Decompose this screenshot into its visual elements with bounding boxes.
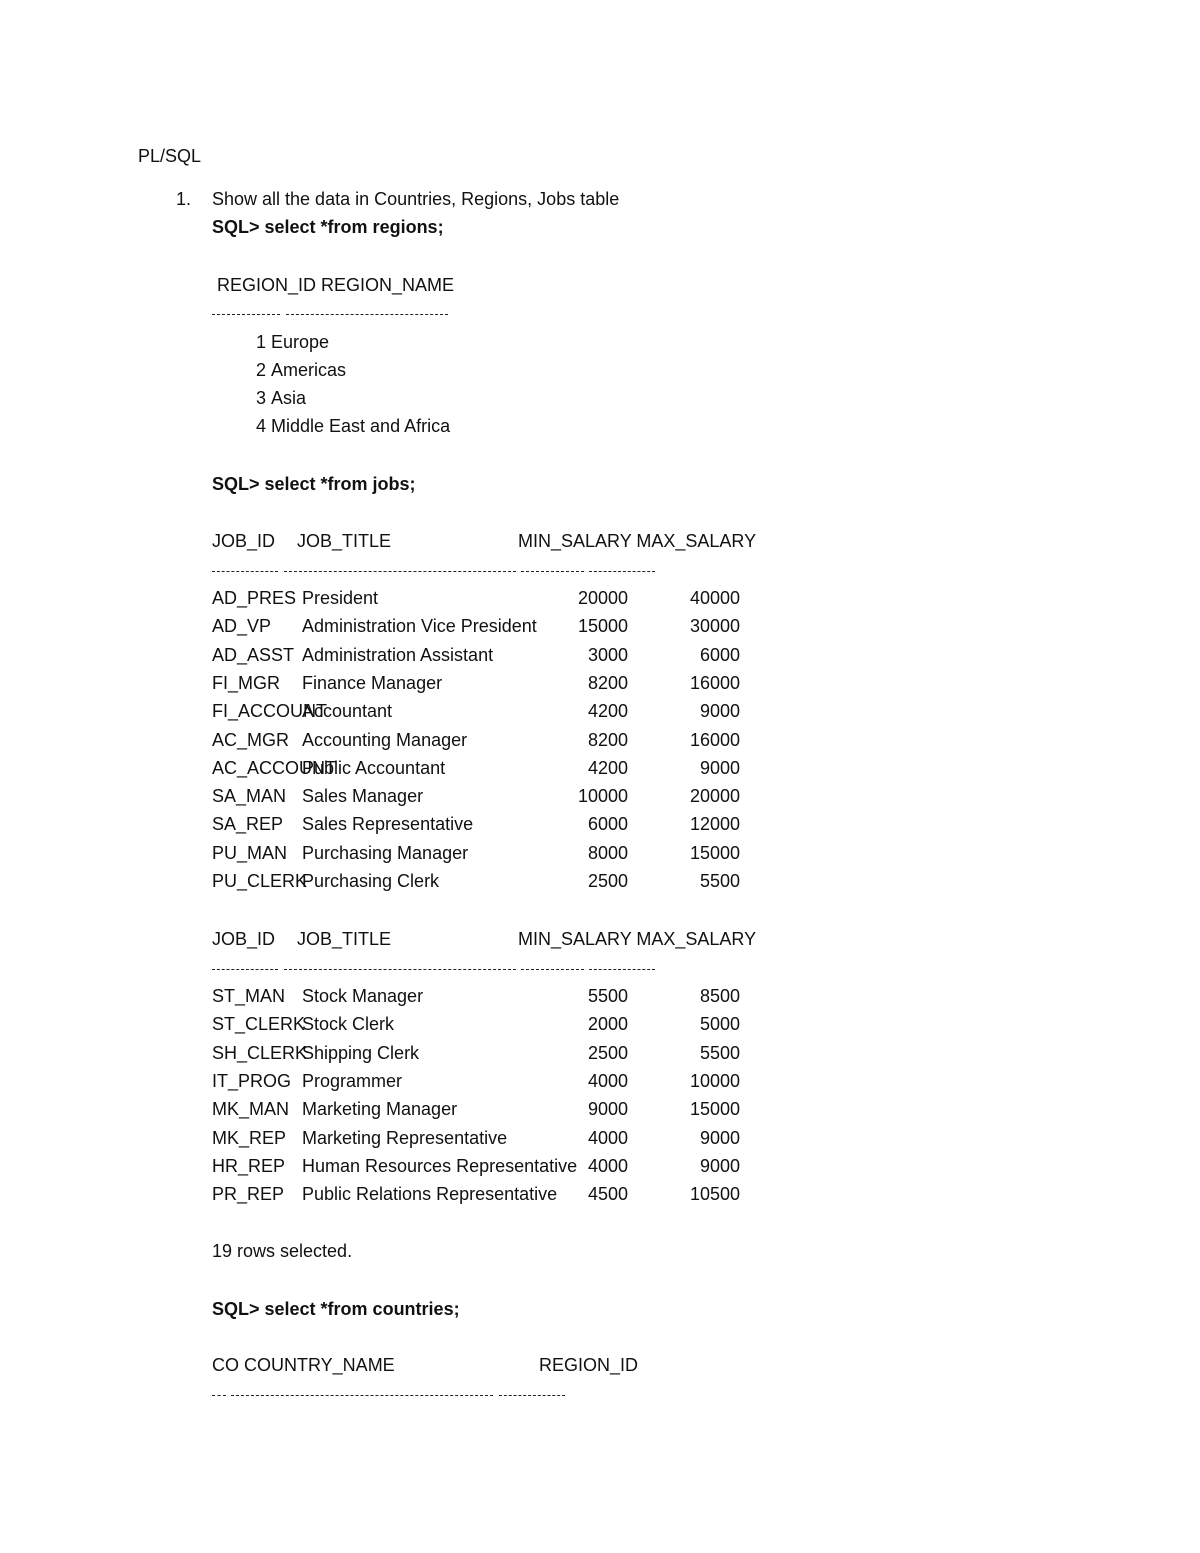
job-id-cell: AC_MGR <box>212 729 290 750</box>
jobs-divider-2d <box>589 969 655 970</box>
job-title-cell: Administration Assistant <box>302 644 494 665</box>
max-salary-cell: 5000 <box>699 1014 740 1035</box>
regions-command: SQL> select *from regions; <box>212 217 444 237</box>
min-salary-cell: 8200 <box>587 672 628 693</box>
max-salary-cell: 9000 <box>699 1127 740 1148</box>
job-title-cell: Purchasing Clerk <box>302 871 440 891</box>
job-title-cell: Programmer <box>302 1070 403 1091</box>
region-id-cell: 4 <box>256 416 267 436</box>
job-id-cell: FI_MGR <box>212 672 281 693</box>
job-id-cell: PU_CLERK <box>212 871 308 891</box>
jobs-divider-1b <box>284 571 516 572</box>
max-salary-cell: 9000 <box>699 1155 740 1176</box>
jobs-footer: 19 rows selected. <box>212 1241 353 1261</box>
min-salary-cell: 4000 <box>587 1127 628 1148</box>
job-title-cell: Shipping Clerk <box>302 1042 420 1063</box>
countries-header-region-id: REGION_ID <box>539 1355 639 1375</box>
min-salary-cell: 4200 <box>587 757 628 778</box>
job-id-cell: SA_REP <box>212 814 284 835</box>
job-title-cell: Accounting Manager <box>302 729 468 750</box>
min-salary-cell: 2500 <box>587 871 628 891</box>
max-salary-cell: 30000 <box>689 616 740 637</box>
job-id-cell: ST_MAN <box>212 986 286 1006</box>
job-id-cell: AD_VP <box>212 616 272 637</box>
max-salary-cell: 6000 <box>699 644 740 665</box>
regions-header: REGION_ID REGION_NAME <box>217 275 455 295</box>
jobs-header2-salaries: MIN_SALARY MAX_SALARY <box>518 929 757 949</box>
max-salary-cell: 8500 <box>699 986 740 1006</box>
jobs-header-job-title: JOB_TITLE <box>297 531 392 551</box>
min-salary-cell: 9000 <box>587 1099 628 1120</box>
max-salary-cell: 15000 <box>689 1099 740 1120</box>
min-salary-cell: 4000 <box>587 1070 628 1091</box>
region-name-cell: Asia <box>271 388 307 408</box>
max-salary-cell: 5500 <box>699 871 740 891</box>
job-id-cell: SA_MAN <box>212 786 287 807</box>
max-salary-cell: 12000 <box>689 814 740 835</box>
countries-command: SQL> select *from countries; <box>212 1299 460 1319</box>
jobs-header2-job-title: JOB_TITLE <box>297 929 392 949</box>
max-salary-cell: 16000 <box>689 729 740 750</box>
job-title-cell: Stock Clerk <box>302 1014 395 1035</box>
jobs-divider-1a <box>212 571 278 572</box>
job-title-cell: Accountant <box>302 701 393 722</box>
region-name-cell: Americas <box>271 360 347 380</box>
countries-divider-co <box>212 1395 226 1396</box>
countries-divider-region <box>499 1395 565 1396</box>
job-title-cell: Marketing Manager <box>302 1099 458 1120</box>
max-salary-cell: 9000 <box>699 701 740 722</box>
job-title-cell: Stock Manager <box>302 986 424 1006</box>
job-id-cell: MK_REP <box>212 1127 287 1148</box>
region-name-cell: Europe <box>271 332 330 352</box>
min-salary-cell: 5500 <box>587 986 628 1006</box>
jobs-header-job-id: JOB_ID <box>212 531 276 551</box>
job-id-cell: MK_MAN <box>212 1099 290 1120</box>
jobs-divider-1c <box>521 571 584 572</box>
jobs-header-salaries: MIN_SALARY MAX_SALARY <box>518 531 757 551</box>
job-title-cell: Human Resources Representative <box>302 1155 578 1176</box>
max-salary-cell: 5500 <box>699 1042 740 1063</box>
job-id-cell: SH_CLERK <box>212 1042 308 1063</box>
region-id-cell: 3 <box>256 388 267 408</box>
regions-divider-name <box>286 314 448 315</box>
jobs-divider-2b <box>284 969 516 970</box>
min-salary-cell: 6000 <box>587 814 628 835</box>
job-id-cell: AC_ACCOUNT <box>212 757 337 778</box>
max-salary-cell: 40000 <box>689 588 740 608</box>
job-title-cell: Finance Manager <box>302 672 443 693</box>
min-salary-cell: 4200 <box>587 701 628 722</box>
job-id-cell: FI_ACCOUNT <box>212 701 328 722</box>
min-salary-cell: 10000 <box>577 786 628 807</box>
region-id-cell: 2 <box>256 360 267 380</box>
countries-divider-name <box>231 1395 493 1396</box>
job-title-cell: Public Accountant <box>302 757 446 778</box>
jobs-divider-2a <box>212 969 278 970</box>
min-salary-cell: 15000 <box>577 616 628 637</box>
page-title: PL/SQL <box>138 146 202 166</box>
job-id-cell: AD_ASST <box>212 644 295 665</box>
min-salary-cell: 8000 <box>587 842 628 863</box>
job-title-cell: President <box>302 588 379 608</box>
job-title-cell: Purchasing Manager <box>302 842 469 863</box>
region-id-cell: 1 <box>256 332 267 352</box>
job-id-cell: AD_PRES <box>212 588 297 608</box>
max-salary-cell: 10000 <box>689 1070 740 1091</box>
countries-header-co: CO COUNTRY_NAME <box>212 1355 395 1375</box>
job-title-cell: Public Relations Representative <box>302 1184 558 1205</box>
max-salary-cell: 15000 <box>689 842 740 863</box>
job-id-cell: IT_PROG <box>212 1070 292 1091</box>
min-salary-cell: 3000 <box>587 644 628 665</box>
job-title-cell: Sales Representative <box>302 814 474 835</box>
max-salary-cell: 9000 <box>699 757 740 778</box>
job-id-cell: ST_CLERK <box>212 1014 306 1035</box>
min-salary-cell: 4000 <box>587 1155 628 1176</box>
job-title-cell: Sales Manager <box>302 786 424 807</box>
max-salary-cell: 10500 <box>689 1184 740 1205</box>
min-salary-cell: 2500 <box>587 1042 628 1063</box>
question-number: 1. <box>176 189 192 209</box>
min-salary-cell: 20000 <box>577 588 628 608</box>
min-salary-cell: 4500 <box>587 1184 628 1205</box>
jobs-header2-job-id: JOB_ID <box>212 929 276 949</box>
question-text: Show all the data in Countries, Regions, Jobs table <box>212 189 620 209</box>
jobs-command: SQL> select *from jobs; <box>212 474 416 494</box>
job-id-cell: HR_REP <box>212 1155 286 1176</box>
min-salary-cell: 8200 <box>587 729 628 750</box>
regions-divider-id <box>212 314 280 315</box>
region-name-cell: Middle East and Africa <box>271 416 451 436</box>
jobs-divider-1d <box>589 571 655 572</box>
job-title-cell: Marketing Representative <box>302 1127 508 1148</box>
jobs-divider-2c <box>521 969 584 970</box>
job-id-cell: PR_REP <box>212 1184 285 1205</box>
max-salary-cell: 16000 <box>689 672 740 693</box>
max-salary-cell: 20000 <box>689 786 740 807</box>
min-salary-cell: 2000 <box>587 1014 628 1035</box>
job-title-cell: Administration Vice President <box>302 616 537 637</box>
job-id-cell: PU_MAN <box>212 842 288 863</box>
